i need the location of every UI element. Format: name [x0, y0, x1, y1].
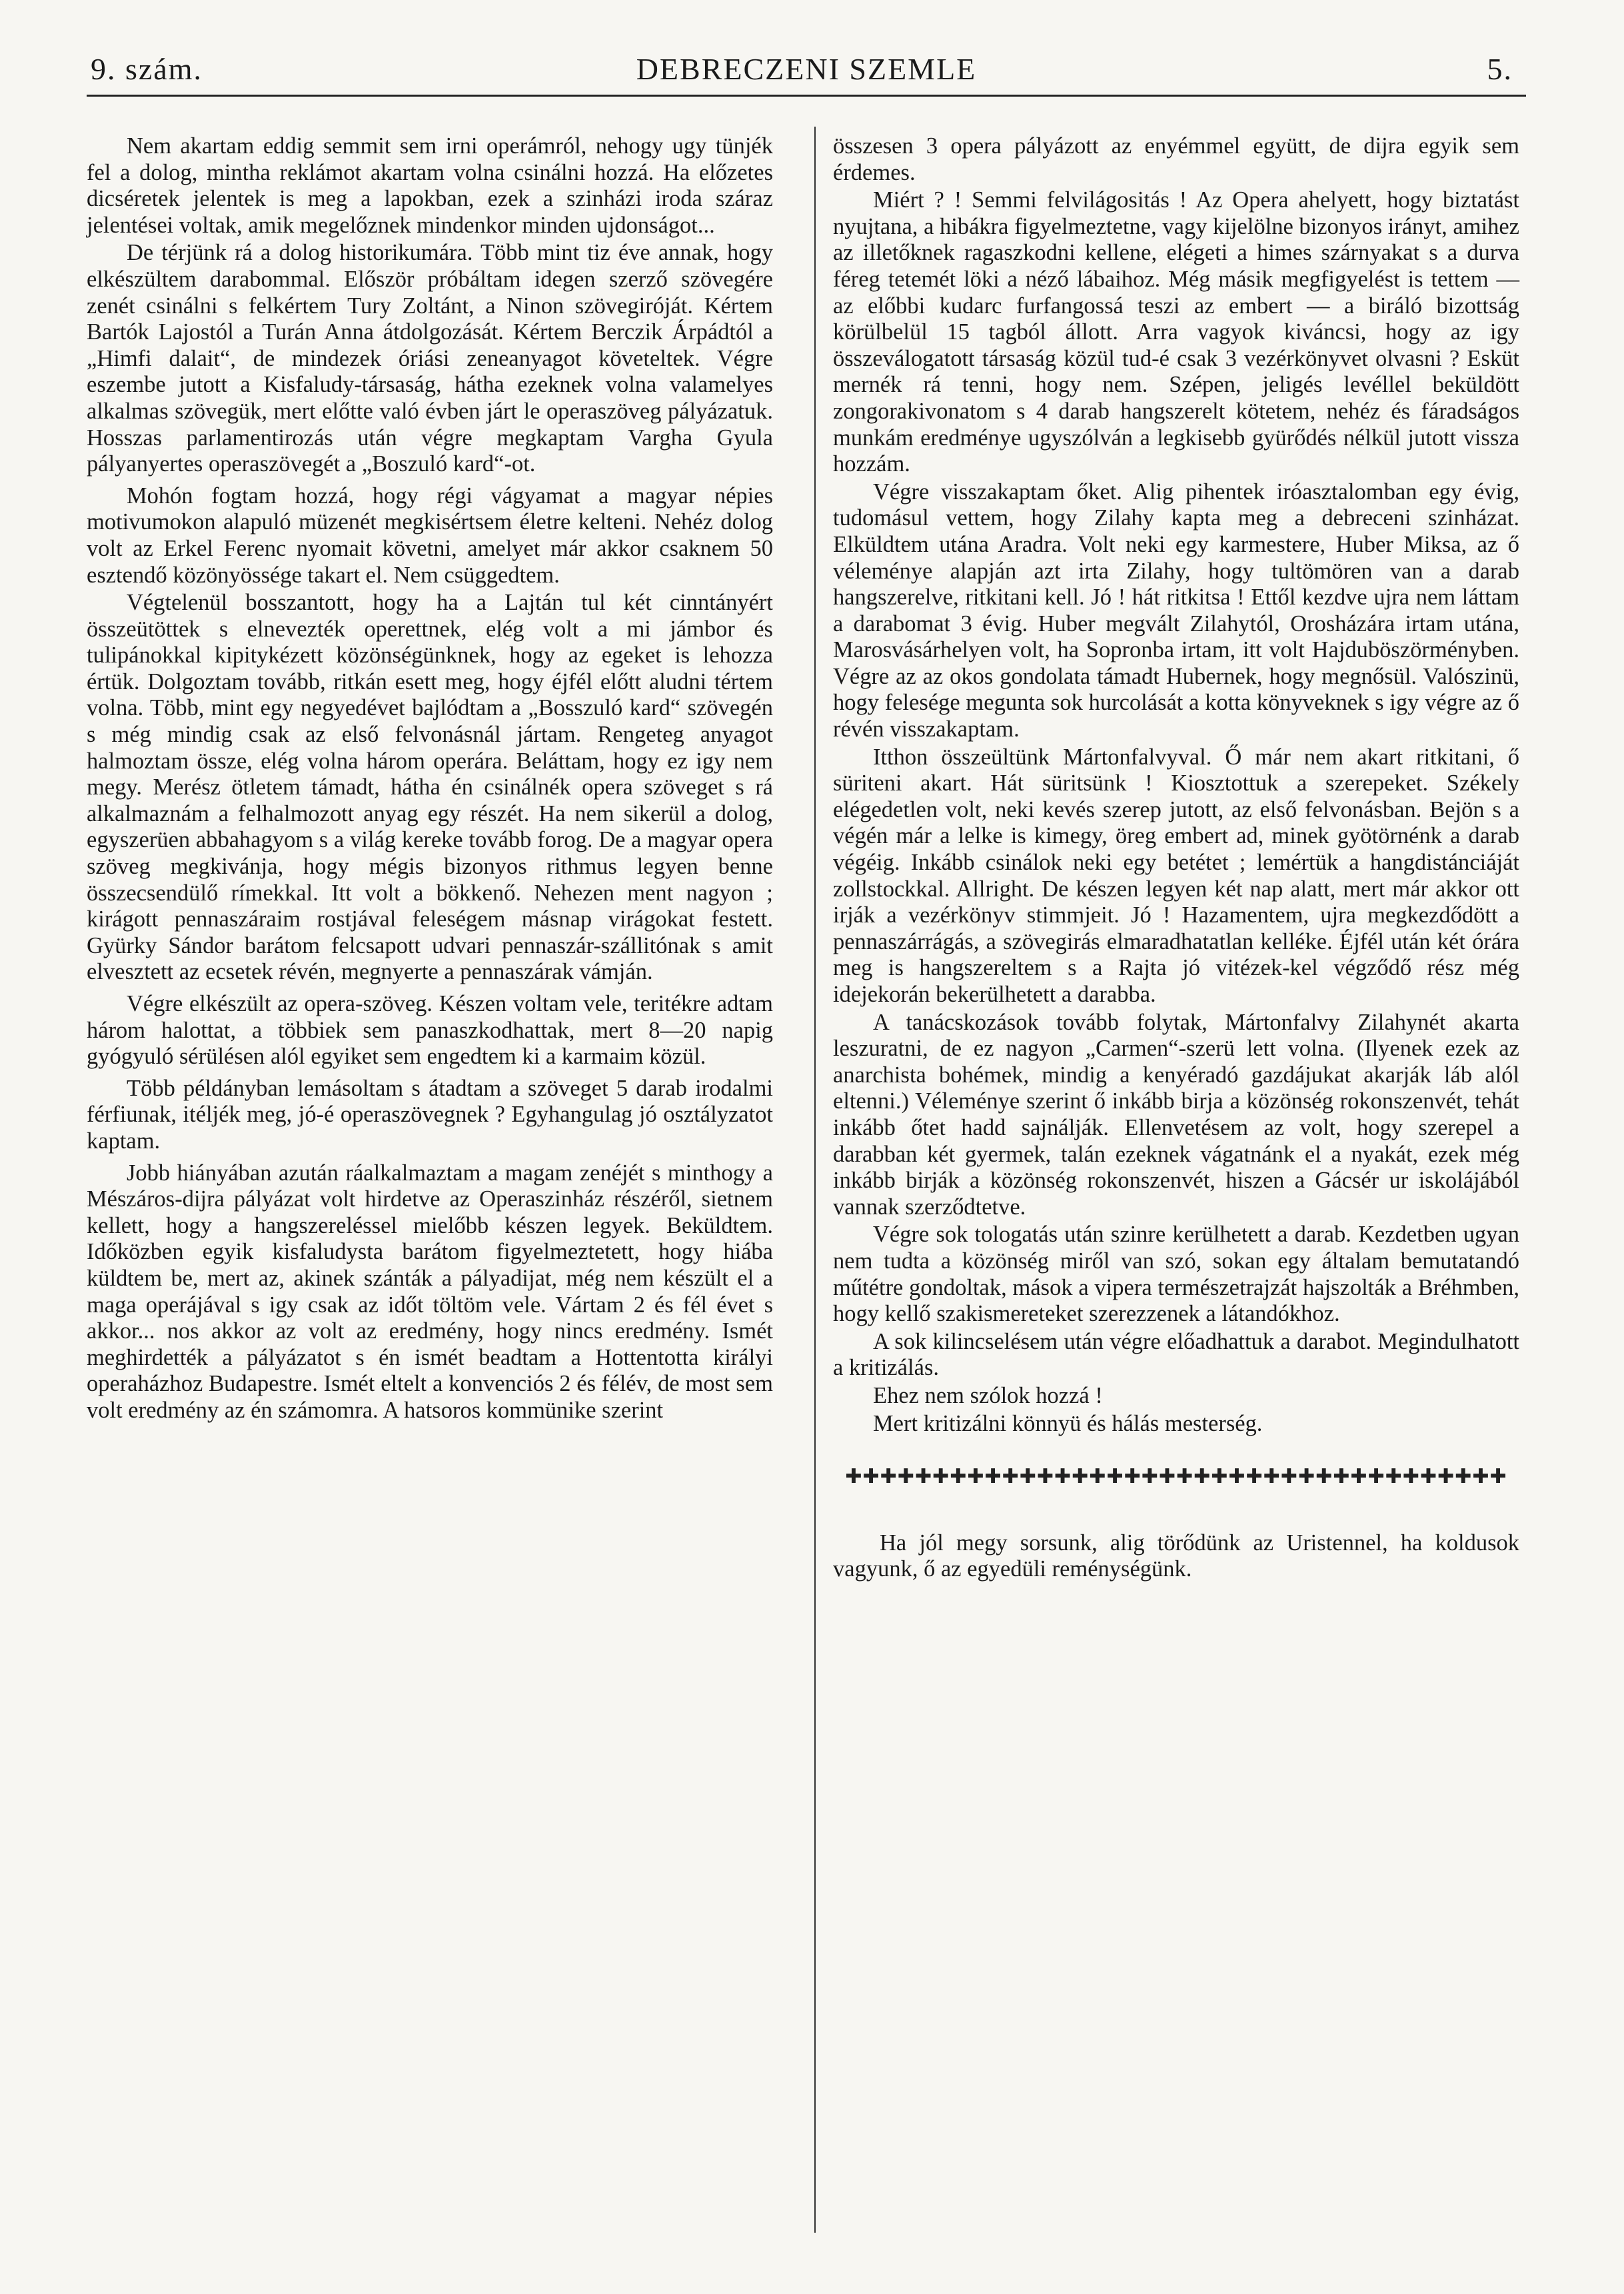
issue-number: 9. szám.	[91, 52, 203, 86]
right-column	[833, 133, 1519, 1584]
paragraph: Nem akartam eddig semmit sem irni operámról, nehogy ugy tünjék fel a dolog, mintha reklámot akartam volna csinálni hozzá. Ha előzetes dicséretek jelentek is meg a lapokban, ezek a szinházi iroda száraz jelentései voltak, amik megelőznek mindenkor minden ujdonságot...	[87, 133, 773, 238]
paragraph: összesen 3 opera pályázott az enyémmel együtt, de dijra egyik sem érdemes.	[833, 133, 1519, 185]
paragraph: Végre visszakaptam őket. Alig pihentek iróasztalomban egy évig, tudomásul vettem, hogy Zilahy kapta meg a debreceni szinházat. Elküldtem utána Aradra. Volt neki egy karmestere, Huber Miksa, az ő véleménye alapján azt irta Zilahy, hogy tultömören van a darab hangszerelve, ritkitani kell. Jó ! hát ritkitsa ! Ettől kezdve ujra nem láttam a darabomat 3 évig. Huber megvált Zilahytól, Orosházára irtam utána, Marosvásárhelyen volt, ha Sopronba irtam, itt volt Hajduböszörményben. Végre az az okos gondolata támadt Hubernek, hogy megnősül. Valószinü, hogy felesége megunta sok hurcolását a kotta könyveknek s igy végre az ő révén visszakaptam.	[833, 479, 1519, 742]
paragraph: Mohón fogtam hozzá, hogy régi vágyamat a magyar népies motivumokon alapuló müzenét megkisértsem életre kelteni. Nehéz dolog volt az Erkel Ferenc nyomait követni, amelyet már akkor csaknem 50 esztendő közönyössége takart el. Nem csüggedtem.	[87, 483, 773, 588]
paragraph: A tanácskozások tovább folytak, Mártonfalvy Zilahynét akarta leszuratni, de ez nagyon „Carmen“-szerü lett volna. (Ilyenek ezek az anarchista bohémek, mindig a kenyéradó gazdájukat akarják láb alól eltenni.) Véleménye szerint ő inkább birja a közönség rokonszenvét, tehát inkább őtet hadd sajnálják. Ellenvetésem az volt, hogy szerepel a darabban két gyermek, talán ezeknek vágatnánk el a nyakát, ezek még inkább birják a közönség rokonszenvét, hiszen a Gácsér ur iskolájából vannak szerződtetve.	[833, 1009, 1519, 1220]
running-header	[87, 48, 1526, 97]
paragraph: Végtelenül bosszantott, hogy ha a Lajtán tul két cinntányért összeütöttek s elnevezték operettnek, elég volt a mi jámbor és tulipánokkal kipitykézett közönségünknek, hogy az egeket is lehozza értük. Dolgoztam tovább, ritkán esett meg, hogy éjfél előtt aludni tértem volna. Több, mint egy negyedévet bajlódtam a „Bosszuló kard“ szövegén s még mindig csak az első felvonásnál jártam. Rengeteg anyagot halmoztam össze, elég volna három operára. Beláttam, hogy ez igy nem megy. Merész ötletem támadt, hátha én csinálnék opera szöveget s rá alkalmaznám a felhalmozott anyag egy részét. Ha nem sikerül a dolog, egyszerüen abbahagyom s a világ kereke tovább forog. De a magyar opera szöveg megkivánja, hogy mégis bizonyos rithmus legyen benne összecsendülő rímekkal. Itt volt a bökkenő. Nehezen ment nagyon ; kirágott pennaszáraim rostjával feleségem másnap virágokat festett. Gyürky Sándor barátom felcsapott udvari pennaszár-szállitónak s amit elvesztett az ecsetek révén, megnyerte a pennaszárak vámján.	[87, 590, 773, 985]
paragraph: Ehez nem szólok hozzá !	[873, 1382, 1103, 1408]
journal-title: DEBRECZENI SZEMLE	[636, 52, 977, 86]
paragraph: Több példányban lemásoltam s átadtam a szöveget 5 darab irodalmi férfiunak, itéljék meg, jó-é operaszövegnek ? Egyhangulag jó osztályzatot kaptam.	[87, 1075, 773, 1154]
page-number: 5.	[1487, 52, 1513, 86]
paragraph: De térjünk rá a dolog historikumára. Több mint tiz éve annak, hogy elkészültem darabommal. Először próbáltam idegen szerző szövegére zenét csinálni s felkértem Tury Zoltánt, a Ninon szövegiróját. Kértem Bartók Lajostól a Turán Anna átdolgozását. Kértem Berczik Árpádtól a „Himfi dalait“, de mindezek óriási zeneanyagot követeltek. Végre eszembe jutott a Kisfaludy-társaság, hátha ezeknek volna valamelyes alkalmas szövegük, mert előtte való évben járt le operaszöveg pályázatuk. Hosszas parlamentirozás után végre megkaptam Vargha Gyula pályanyertes operaszövegét a „Boszuló kard“-ot.	[87, 240, 773, 477]
paragraph: Jobb hiányában azután ráalkalmaztam a magam zenéjét s minthogy a Mészáros-dijra pályázat volt hirdetve az Operaszinház részéről, sietnem kellett, hogy a hangszereléssel mielőbb készen legyek. Beküldtem. Időközben egyik kisfaludysta barátom figyelmeztetett, hogy hiába küldtem be, mert az, akinek szánták a pályadijat, még nem készült el a maga operájával s igy csak az időt töltöm vele. Vártam 2 és fél évet s akkor... nos akkor az volt az eredmény, hogy nincs eredmény. Ismét meghirdették a pályázatot s én ismét beadtam a Hottentotta királyi operaházhoz Budapestre. Ismét eltelt a konvenciós 2 és félév, de most sem volt eredmény az én számomra. A hatsoros kommünike szerint	[87, 1160, 773, 1423]
column-divider	[814, 127, 816, 2233]
paragraph: Végre elkészült az opera-szöveg. Készen voltam vele, teritékre adtam három halottat, a többiek sem panaszkodhattak, mert 8—20 napig gyógyuló sérülésen alól egyiket sem engedtem ki a karmaim közül.	[87, 991, 773, 1070]
closing-quote	[833, 1530, 1519, 1583]
ornamental-rule: ✚✚✚✚✚✚✚✚✚✚✚✚✚✚✚✚✚✚✚✚✚✚✚✚✚✚✚✚✚✚✚✚✚✚✚✚✚✚	[845, 1465, 1507, 1489]
quote-text: Ha jól megy sorsunk, alig törődünk az Uristennel, ha koldusok vagyunk, ő az egyedüli reménységünk.	[833, 1530, 1519, 1582]
paragraph: Végre sok tologatás után szinre kerülhetett a darab. Kezdetben ugyan nem tudta a közönség miről van szó, sokan egy általam bemutatandó műtétre gondoltak, mások a vipera természetrajzát hajszolták a Bréhmben, hogy kellő szakismereteket szerezzenek a látandókhoz.	[833, 1222, 1519, 1327]
paragraph: A sok kilincselésem után végre előadhattuk a darabot. Megindulhatott a kritizálás.	[833, 1328, 1519, 1381]
left-column	[87, 133, 773, 1426]
paragraph: Mert kritizálni könnyü és hálás mesterség.	[873, 1410, 1263, 1436]
paragraph: Miért ? ! Semmi felvilágositás ! Az Opera ahelyett, hogy biztatást nyujtana, a hibákra figyelmeztetne, vagy kijelölne bizonyos irányt, amihez az illetőknek ragaszkodni kellene, elégeti a himes szárnyakat s a durva féreg tetemét löki a néző lábaihoz. Még másik megfigyelést is tettem — az előbbi kudarc furfangossá teszi az embert — a biráló bizottság körülbelül 15 tagból állott. Arra vagyok kiváncsi, hogy az igy összeválogatott társaság közül tud-é csak 3 vezérkönyvet olvasni ? Esküt mernék rá tenni, hogy nem. Szépen, jeligés levéllel beküldött zongorakivonatom s 4 darab hangszerelt kötetem, nehéz és fáradságos munkám eredménye ugyszólván a legkisebb gyürődés nélkül jutott vissza hozzám.	[833, 187, 1519, 477]
paragraph: Itthon összeültünk Mártonfalvyval. Ő már nem akart ritkitani, ő süriteni akart. Hát süritsünk ! Kiosztottuk a szerepeket. Székely elégedetlen volt, neki kevés szerep jutott, az első felvonásban. Bejön s a végén már a lelke is kimegy, öreg embert ad, minek gyötörnénk a darab végéig. Inkább csinálok neki egy betétet ; lemértük a hangdistánciáját zollstockkal. Allright. De készen legyen két nap alatt, mert már akkor ott irják a vezérkönyv stimmjeit. Jó ! Hazamentem, ujra megkezdődött a pennaszárrágás, a szövegirás elmaradhatatlan kelléke. Éjfél után két órára meg is hangszereltem s a Rajta jó vitézek-kel végződő rész még idejekorán bekerülhetett a darabba.	[833, 744, 1519, 1007]
